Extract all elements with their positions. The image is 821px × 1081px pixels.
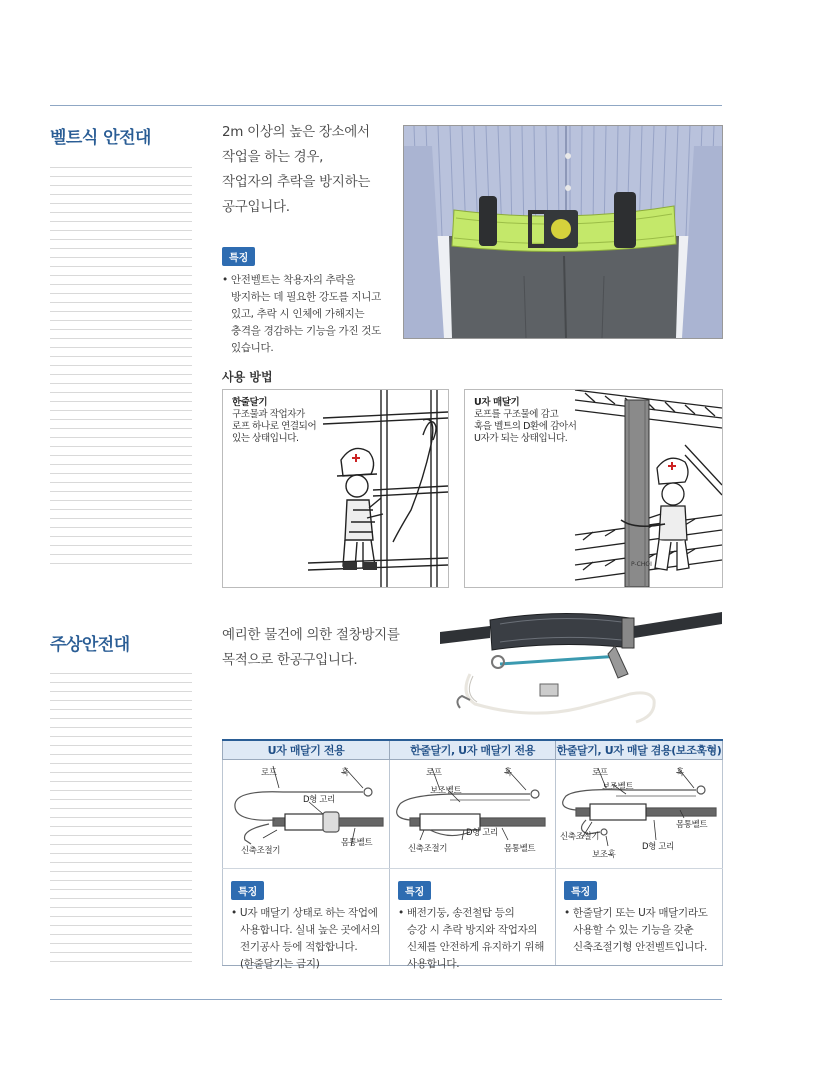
usage-panel-u: P-CHOI U자 매달기 로프를 구조물에 감고 훅을 벨트의 D환에 감아서 U자가 되는 상태입니다. — [464, 389, 723, 588]
diagram-cell-single-u: 로프 훅 보조벨트 D형 고리 신축조절기 몸통벨트 — [390, 760, 556, 869]
note-lines — [50, 167, 192, 572]
bottom-divider — [50, 999, 722, 1000]
feature-badge: 특징 — [231, 881, 264, 900]
table-header: U자 매달기 전용 — [223, 740, 390, 760]
harness-comparison-table — [222, 739, 723, 970]
section-title-pad: 주상안전대 — [50, 635, 130, 655]
diagram-cell-u: 로프 훅 D형 고리 신축조절기 몸통벨트 — [223, 760, 390, 869]
pad-belt-photo — [440, 604, 722, 730]
section-title-belt: 벨트식 안전대 — [50, 128, 151, 148]
table-header: 한줄달기, U자 매달기 전용 — [390, 740, 556, 760]
belt-lead-text: 2m 이상의 높은 장소에서 작업을 하는 경우, 작업자의 추락을 방지하는 공구입니다. — [222, 124, 371, 215]
table-header: 한줄달기, U자 매달 겸용(보조훅형) — [556, 740, 723, 760]
feature-badge: 특징 — [398, 881, 431, 900]
usage-panel-single: 한줄달기 구조물과 작업자가 로프 하나로 연결되어 있는 상태입니다. — [222, 389, 449, 588]
feature-badge: 특징 — [222, 247, 255, 266]
note-lines-2 — [50, 673, 192, 970]
feature-cell: 특징 • 한줄달기 또는 U자 매달기라도 사용할 수 있는 기능을 갖춘 신축조절기형 안전벨트입니다. — [556, 869, 723, 966]
feature-cell: 특징 • U자 매달기 상태로 하는 작업에 사용합니다. 실내 높은 곳에서의 전기공사 등에 적합합니다. (한줄달기는 금지) — [223, 869, 390, 966]
pad-lead-text: 예리한 물건에 의한 절창방지를 목적으로 한공구입니다. — [222, 627, 400, 668]
top-divider — [50, 105, 722, 106]
belt-feature-block: 특징 • 안전벨트는 착용자의 추락을 방지하는 데 필요한 강도를 지니고 있고, 추락 시 인체에 가해지는 충격을 경감하는 기능을 가진 것도 있습니다. — [222, 246, 381, 357]
feature-cell: 특징 • 배전기둥, 송전철탑 등의 승강 시 추락 방지와 작업자의 신체를 안전하게 유지하기 위해 사용합니다. — [390, 869, 556, 966]
pole-stamp: P-CHOI — [631, 561, 652, 568]
usage-title: 사용 방법 — [222, 370, 273, 384]
belt-photo — [403, 125, 723, 339]
diagram-cell-combo: 로프 훅 보조벨트 몸통벨트 신축조절기 D형 고리 보조훅 — [556, 760, 723, 869]
feature-badge: 특징 — [564, 881, 597, 900]
